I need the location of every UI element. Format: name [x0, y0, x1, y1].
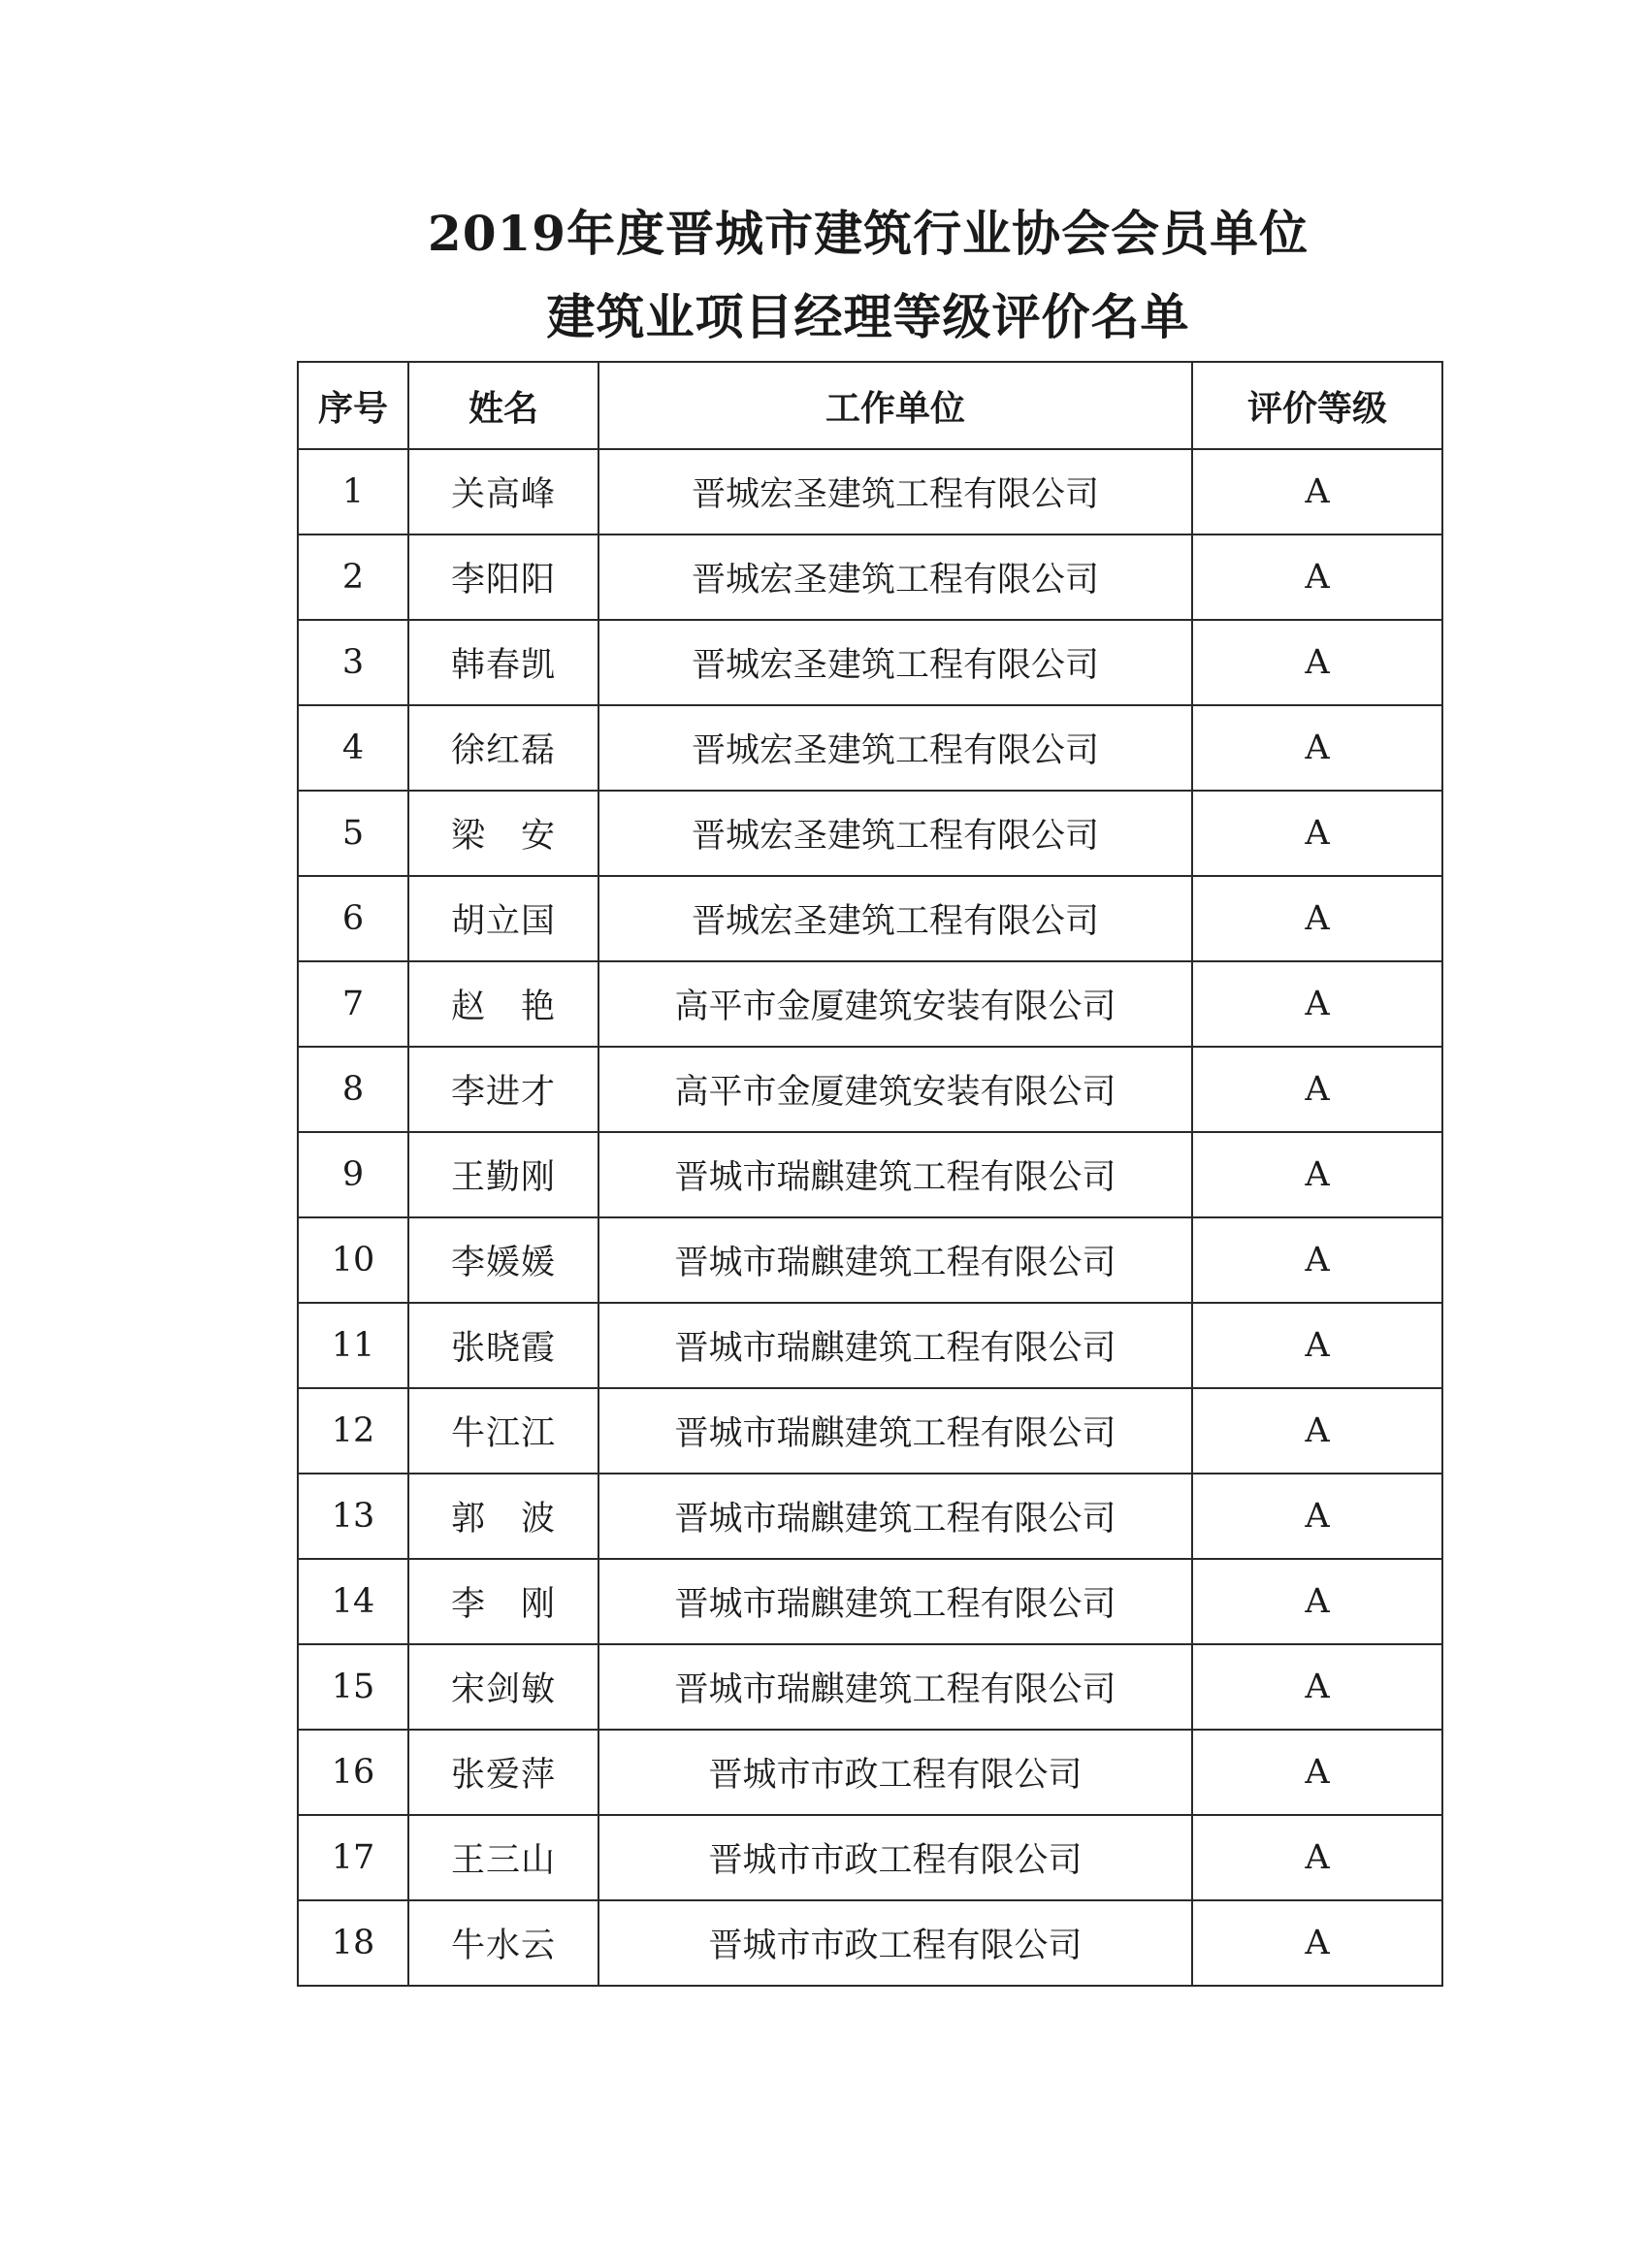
manager-rating-table: [297, 361, 1443, 1987]
rating-grade: A: [1192, 876, 1442, 961]
row-number: 7: [298, 961, 408, 1047]
table-row: [298, 705, 1442, 791]
rating-grade: A: [1192, 1047, 1442, 1132]
person-name: 关高峰: [408, 449, 598, 535]
row-number: 6: [298, 876, 408, 961]
table-row: [298, 620, 1442, 705]
work-unit: 晋城宏圣建筑工程有限公司: [598, 876, 1192, 961]
person-name: 牛江江: [408, 1388, 598, 1474]
row-number: 4: [298, 705, 408, 791]
work-unit: 晋城宏圣建筑工程有限公司: [598, 705, 1192, 791]
work-unit: 晋城市瑞麒建筑工程有限公司: [598, 1559, 1192, 1644]
page-subtitle: 建筑业项目经理等级评价名单: [546, 288, 1190, 345]
work-unit: 晋城宏圣建筑工程有限公司: [598, 620, 1192, 705]
person-name: 李阳阳: [408, 535, 598, 620]
rating-grade: A: [1192, 1559, 1442, 1644]
person-name: 胡立国: [408, 876, 598, 961]
row-number: 9: [298, 1132, 408, 1217]
rating-grade: A: [1192, 535, 1442, 620]
table-row: [298, 1132, 1442, 1217]
person-name: 韩春凯: [408, 620, 598, 705]
person-name: 张爱萍: [408, 1730, 598, 1815]
person-name: 李媛媛: [408, 1217, 598, 1303]
rating-grade: A: [1192, 1730, 1442, 1815]
header-unit: 工作单位: [598, 362, 1192, 449]
row-number: 13: [298, 1474, 408, 1559]
row-number: 8: [298, 1047, 408, 1132]
table-row: [298, 876, 1442, 961]
work-unit: 晋城市瑞麒建筑工程有限公司: [598, 1132, 1192, 1217]
row-number: 17: [298, 1815, 408, 1900]
rating-grade: A: [1192, 1303, 1442, 1388]
table-header-row: [298, 362, 1442, 449]
work-unit: 晋城市市政工程有限公司: [598, 1730, 1192, 1815]
table-row: [298, 449, 1442, 535]
page-title: 2019年度晋城市建筑行业协会会员单位: [427, 205, 1310, 262]
rating-grade: A: [1192, 1900, 1442, 1986]
person-name: 李进才: [408, 1047, 598, 1132]
table-row: [298, 791, 1442, 876]
work-unit: 晋城市瑞麒建筑工程有限公司: [598, 1388, 1192, 1474]
rating-grade: A: [1192, 1644, 1442, 1730]
rating-grade: A: [1192, 705, 1442, 791]
table-row: [298, 1474, 1442, 1559]
person-name: 张晓霞: [408, 1303, 598, 1388]
person-name: 徐红磊: [408, 705, 598, 791]
person-name: 牛水云: [408, 1900, 598, 1986]
table-row: [298, 1388, 1442, 1474]
header-grade: 评价等级: [1192, 362, 1442, 449]
person-name: 王三山: [408, 1815, 598, 1900]
table-row: [298, 961, 1442, 1047]
row-number: 18: [298, 1900, 408, 1986]
row-number: 2: [298, 535, 408, 620]
table-row: [298, 1303, 1442, 1388]
row-number: 14: [298, 1559, 408, 1644]
person-name: 宋剑敏: [408, 1644, 598, 1730]
table-row: [298, 1730, 1442, 1815]
table-row: [298, 1217, 1442, 1303]
rating-grade: A: [1192, 1815, 1442, 1900]
work-unit: 晋城市市政工程有限公司: [598, 1900, 1192, 1986]
rating-grade: A: [1192, 449, 1442, 535]
row-number: 1: [298, 449, 408, 535]
row-number: 12: [298, 1388, 408, 1474]
rating-grade: A: [1192, 1388, 1442, 1474]
table-body: [298, 449, 1442, 1986]
person-name: 王勤刚: [408, 1132, 598, 1217]
rating-grade: A: [1192, 961, 1442, 1047]
work-unit: 高平市金厦建筑安装有限公司: [598, 1047, 1192, 1132]
header-name: 姓名: [408, 362, 598, 449]
row-number: 10: [298, 1217, 408, 1303]
rating-grade: A: [1192, 620, 1442, 705]
row-number: 15: [298, 1644, 408, 1730]
work-unit: 晋城市瑞麒建筑工程有限公司: [598, 1644, 1192, 1730]
rating-grade: A: [1192, 1217, 1442, 1303]
work-unit: 高平市金厦建筑安装有限公司: [598, 961, 1192, 1047]
row-number: 3: [298, 620, 408, 705]
work-unit: 晋城宏圣建筑工程有限公司: [598, 791, 1192, 876]
rating-grade: A: [1192, 1132, 1442, 1217]
table-row: [298, 1900, 1442, 1986]
table-row: [298, 1815, 1442, 1900]
rating-grade: A: [1192, 791, 1442, 876]
work-unit: 晋城市瑞麒建筑工程有限公司: [598, 1474, 1192, 1559]
rating-grade: A: [1192, 1474, 1442, 1559]
table-row: [298, 1047, 1442, 1132]
work-unit: 晋城市瑞麒建筑工程有限公司: [598, 1217, 1192, 1303]
person-name: 赵 艳: [408, 961, 598, 1047]
row-number: 11: [298, 1303, 408, 1388]
work-unit: 晋城市市政工程有限公司: [598, 1815, 1192, 1900]
work-unit: 晋城宏圣建筑工程有限公司: [598, 449, 1192, 535]
header-no: 序号: [298, 362, 408, 449]
work-unit: 晋城市瑞麒建筑工程有限公司: [598, 1303, 1192, 1388]
person-name: 李 刚: [408, 1559, 598, 1644]
row-number: 5: [298, 791, 408, 876]
work-unit: 晋城宏圣建筑工程有限公司: [598, 535, 1192, 620]
table-row: [298, 1559, 1442, 1644]
person-name: 梁 安: [408, 791, 598, 876]
table-row: [298, 1644, 1442, 1730]
person-name: 郭 波: [408, 1474, 598, 1559]
row-number: 16: [298, 1730, 408, 1815]
table-row: [298, 535, 1442, 620]
